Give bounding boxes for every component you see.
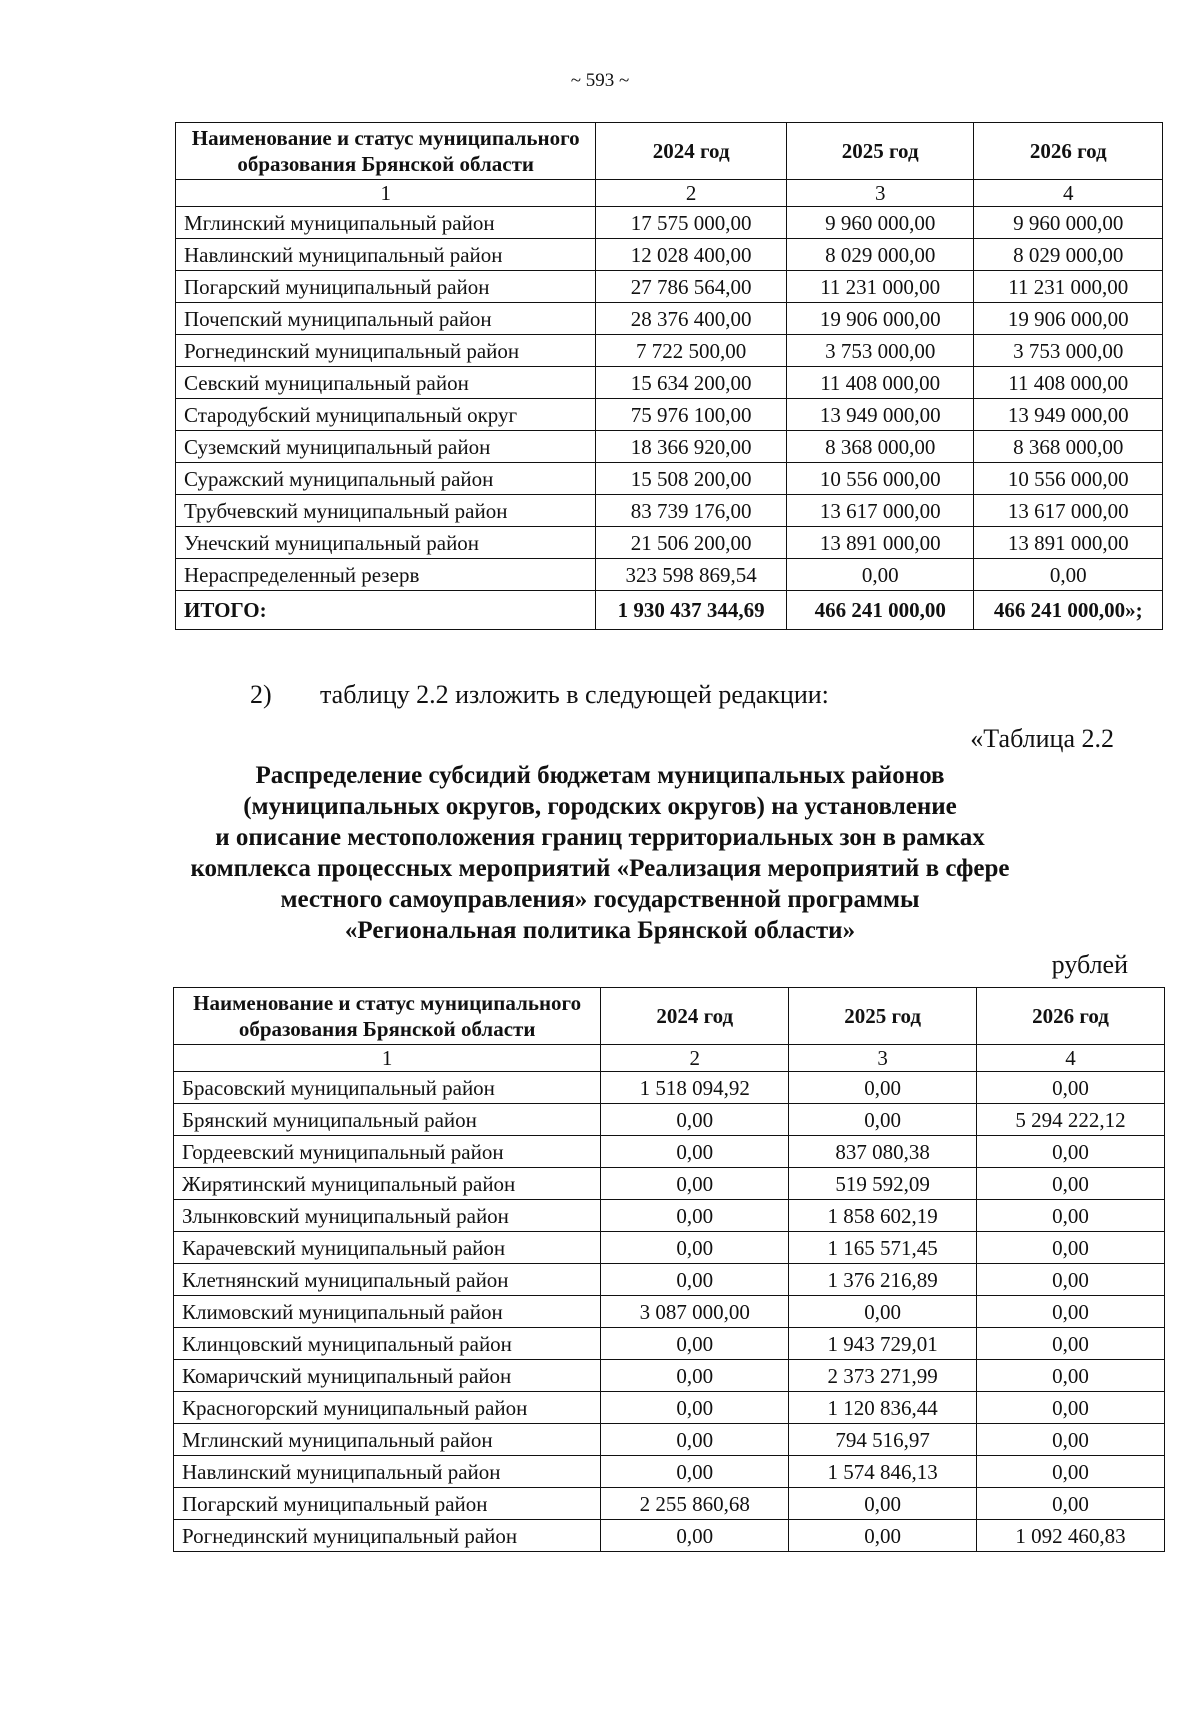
- amount-cell: 18 366 920,00: [596, 431, 787, 463]
- table-row: [176, 207, 1163, 239]
- column-index: 2: [596, 180, 787, 207]
- subsidy-table-2-2: [173, 987, 1165, 1552]
- municipality-name: Клинцовский муниципальный район: [174, 1328, 601, 1360]
- amount-cell: 9 960 000,00: [786, 207, 973, 239]
- table-row: [174, 1520, 1165, 1552]
- municipality-name: Климовский муниципальный район: [174, 1296, 601, 1328]
- column-index: 4: [974, 180, 1163, 207]
- amount-cell: 0,00: [786, 559, 973, 591]
- municipality-name: Карачевский муниципальный район: [174, 1232, 601, 1264]
- municipality-name: Брасовский муниципальный район: [174, 1072, 601, 1104]
- amount-cell: 3 087 000,00: [601, 1296, 789, 1328]
- closing-quote: »;: [1125, 598, 1143, 622]
- municipality-name: Суземский муниципальный район: [176, 431, 596, 463]
- amount-cell: 0,00: [977, 1488, 1165, 1520]
- table-row: [176, 527, 1163, 559]
- municipality-name: Навлинский муниципальный район: [176, 239, 596, 271]
- table-row: [176, 463, 1163, 495]
- table-row: [176, 495, 1163, 527]
- column-index-row: [174, 1045, 1165, 1072]
- amount-cell: 0,00: [977, 1072, 1165, 1104]
- amount-cell: 0,00: [977, 1424, 1165, 1456]
- table-row: [176, 335, 1163, 367]
- amount-cell: 0,00: [601, 1200, 789, 1232]
- amendment-instruction: [250, 680, 829, 710]
- amount-cell: 8 368 000,00: [974, 431, 1163, 463]
- amount-cell: 9 960 000,00: [974, 207, 1163, 239]
- amount-cell: 13 617 000,00: [786, 495, 973, 527]
- amount-cell: 7 722 500,00: [596, 335, 787, 367]
- amount-cell: 1 376 216,89: [789, 1264, 977, 1296]
- amount-cell: 794 516,97: [789, 1424, 977, 1456]
- amount-cell: 0,00: [601, 1520, 789, 1552]
- header-municipality: Наименование и статус муниципального образования Брянской области: [174, 988, 601, 1045]
- table-row: [174, 1136, 1165, 1168]
- amount-cell: 8 029 000,00: [786, 239, 973, 271]
- amount-cell: 0,00: [977, 1136, 1165, 1168]
- table-title: [100, 760, 1100, 946]
- title-line: и описание местоположения границ территориальных зон в рамках: [215, 824, 985, 851]
- amount-cell: 19 906 000,00: [974, 303, 1163, 335]
- amount-cell: 0,00: [789, 1296, 977, 1328]
- amount-cell: 1 858 602,19: [789, 1200, 977, 1232]
- table-row: [176, 399, 1163, 431]
- header-2025: 2025 год: [789, 988, 977, 1045]
- column-index-row: [176, 180, 1163, 207]
- column-index: 2: [601, 1045, 789, 1072]
- column-index: 1: [176, 180, 596, 207]
- amount-cell: 0,00: [977, 1456, 1165, 1488]
- amount-cell: 0,00: [977, 1264, 1165, 1296]
- amount-cell: 83 739 176,00: [596, 495, 787, 527]
- amount-cell: 0,00: [601, 1104, 789, 1136]
- municipality-name: Почепский муниципальный район: [176, 303, 596, 335]
- amount-cell: 0,00: [789, 1072, 977, 1104]
- header-municipality: Наименование и статус муниципального образования Брянской области: [176, 123, 596, 180]
- table-row: [174, 1360, 1165, 1392]
- amount-cell: 13 949 000,00: [974, 399, 1163, 431]
- instruction-text: таблицу 2.2 изложить в следующей редакции:: [320, 680, 829, 709]
- amount-cell: 1 165 571,45: [789, 1232, 977, 1264]
- amount-cell: 19 906 000,00: [786, 303, 973, 335]
- amount-cell: 11 231 000,00: [974, 271, 1163, 303]
- table-header-row: [174, 988, 1165, 1045]
- instruction-number: 2): [250, 680, 272, 709]
- title-line: «Региональная политика Брянской области»: [344, 917, 856, 944]
- column-index: 4: [977, 1045, 1165, 1072]
- table-row: [174, 1168, 1165, 1200]
- table-row: [174, 1232, 1165, 1264]
- amount-cell: 3 753 000,00: [786, 335, 973, 367]
- header-2025: 2025 год: [786, 123, 973, 180]
- table-row: [176, 271, 1163, 303]
- amount-cell: 10 556 000,00: [786, 463, 973, 495]
- amount-cell: 2 373 271,99: [789, 1360, 977, 1392]
- amount-cell: 0,00: [977, 1200, 1165, 1232]
- total-row: [176, 591, 1163, 630]
- amount-cell: 0,00: [977, 1392, 1165, 1424]
- table-row: [176, 303, 1163, 335]
- amount-cell: 0,00: [789, 1104, 977, 1136]
- header-2024: 2024 год: [601, 988, 789, 1045]
- amount-cell: 11 231 000,00: [786, 271, 973, 303]
- amount-cell: 0,00: [601, 1232, 789, 1264]
- municipality-name: Комаричский муниципальный район: [174, 1360, 601, 1392]
- amount-cell: 27 786 564,00: [596, 271, 787, 303]
- municipality-name: Клетнянский муниципальный район: [174, 1264, 601, 1296]
- table-row: [174, 1104, 1165, 1136]
- municipality-name: Жирятинский муниципальный район: [174, 1168, 601, 1200]
- amount-cell: 21 506 200,00: [596, 527, 787, 559]
- table-row: [174, 1488, 1165, 1520]
- municipality-name: Севский муниципальный район: [176, 367, 596, 399]
- amount-cell: 0,00: [977, 1232, 1165, 1264]
- title-line: Распределение субсидий бюджетам муниципальных районов: [255, 762, 945, 789]
- title-line: (муниципальных округов, городских округов) на установление: [243, 793, 957, 820]
- subsidy-table-continued: [175, 122, 1163, 630]
- total-2024: 1 930 437 344,69: [596, 591, 787, 630]
- amount-cell: 0,00: [977, 1296, 1165, 1328]
- column-index: 1: [174, 1045, 601, 1072]
- municipality-name: Нераспределенный резерв: [176, 559, 596, 591]
- table-body: [174, 1045, 1165, 1552]
- table-row: [174, 1328, 1165, 1360]
- amount-cell: 0,00: [601, 1264, 789, 1296]
- units-label: рублей: [1051, 950, 1128, 979]
- table-row: [174, 1456, 1165, 1488]
- amount-cell: 11 408 000,00: [974, 367, 1163, 399]
- amount-cell: 28 376 400,00: [596, 303, 787, 335]
- municipality-name: Рогнединский муниципальный район: [176, 335, 596, 367]
- municipality-name: Трубчевский муниципальный район: [176, 495, 596, 527]
- title-line: местного самоуправления» государственной программы: [280, 886, 920, 913]
- amount-cell: 12 028 400,00: [596, 239, 787, 271]
- amount-cell: 0,00: [977, 1328, 1165, 1360]
- municipality-name: Гордеевский муниципальный район: [174, 1136, 601, 1168]
- amount-cell: 1 574 846,13: [789, 1456, 977, 1488]
- municipality-name: Рогнединский муниципальный район: [174, 1520, 601, 1552]
- amount-cell: 0,00: [977, 1168, 1165, 1200]
- amount-cell: 0,00: [601, 1360, 789, 1392]
- table-header-row: [176, 123, 1163, 180]
- total-label: ИТОГО:: [176, 591, 596, 630]
- total-2026: 466 241 000,00: [993, 598, 1126, 622]
- municipality-name: Стародубский муниципальный округ: [176, 399, 596, 431]
- table-row: [176, 239, 1163, 271]
- amount-cell: 11 408 000,00: [786, 367, 973, 399]
- amount-cell: 75 976 100,00: [596, 399, 787, 431]
- municipality-name: Мглинский муниципальный район: [176, 207, 596, 239]
- municipality-name: Мглинский муниципальный район: [174, 1424, 601, 1456]
- amount-cell: 0,00: [789, 1520, 977, 1552]
- amount-cell: 10 556 000,00: [974, 463, 1163, 495]
- table-row: [174, 1264, 1165, 1296]
- amount-cell: 1 518 094,92: [601, 1072, 789, 1104]
- table-row: [174, 1392, 1165, 1424]
- municipality-name: Брянский муниципальный район: [174, 1104, 601, 1136]
- amount-cell: 0,00: [601, 1424, 789, 1456]
- amount-cell: 8 368 000,00: [786, 431, 973, 463]
- table-row: [176, 559, 1163, 591]
- table-row: [174, 1424, 1165, 1456]
- amount-cell: 1 092 460,83: [977, 1520, 1165, 1552]
- table-body: [176, 180, 1163, 591]
- page-number: ~ 593 ~: [570, 70, 630, 91]
- amount-cell: 323 598 869,54: [596, 559, 787, 591]
- total-2026-cell: [974, 591, 1163, 630]
- total-2025: 466 241 000,00: [786, 591, 973, 630]
- amount-cell: 837 080,38: [789, 1136, 977, 1168]
- amount-cell: 0,00: [789, 1488, 977, 1520]
- amount-cell: 5 294 222,12: [977, 1104, 1165, 1136]
- table-row: [176, 367, 1163, 399]
- municipality-name: Погарский муниципальный район: [176, 271, 596, 303]
- table-row: [174, 1296, 1165, 1328]
- amount-cell: 15 634 200,00: [596, 367, 787, 399]
- amount-cell: 0,00: [601, 1328, 789, 1360]
- table-row: [174, 1072, 1165, 1104]
- amount-cell: 1 943 729,01: [789, 1328, 977, 1360]
- amount-cell: 13 891 000,00: [974, 527, 1163, 559]
- amount-cell: 519 592,09: [789, 1168, 977, 1200]
- municipality-name: Погарский муниципальный район: [174, 1488, 601, 1520]
- header-2026: 2026 год: [977, 988, 1165, 1045]
- amount-cell: 0,00: [977, 1360, 1165, 1392]
- amount-cell: 0,00: [601, 1392, 789, 1424]
- amount-cell: 1 120 836,44: [789, 1392, 977, 1424]
- municipality-name: Навлинский муниципальный район: [174, 1456, 601, 1488]
- amount-cell: 0,00: [974, 559, 1163, 591]
- amount-cell: 3 753 000,00: [974, 335, 1163, 367]
- amount-cell: 0,00: [601, 1456, 789, 1488]
- table-reference: «Таблица 2.2: [970, 724, 1114, 753]
- municipality-name: Унечский муниципальный район: [176, 527, 596, 559]
- header-2024: 2024 год: [596, 123, 787, 180]
- amount-cell: 13 949 000,00: [786, 399, 973, 431]
- title-line: комплекса процессных мероприятий «Реализация мероприятий в сфере: [190, 855, 1010, 882]
- amount-cell: 8 029 000,00: [974, 239, 1163, 271]
- amount-cell: 13 617 000,00: [974, 495, 1163, 527]
- amount-cell: 15 508 200,00: [596, 463, 787, 495]
- table-row: [176, 431, 1163, 463]
- header-2026: 2026 год: [974, 123, 1163, 180]
- column-index: 3: [789, 1045, 977, 1072]
- municipality-name: Красногорский муниципальный район: [174, 1392, 601, 1424]
- amount-cell: 0,00: [601, 1136, 789, 1168]
- amount-cell: 0,00: [601, 1168, 789, 1200]
- column-index: 3: [786, 180, 973, 207]
- municipality-name: Злынковский муниципальный район: [174, 1200, 601, 1232]
- amount-cell: 2 255 860,68: [601, 1488, 789, 1520]
- table-row: [174, 1200, 1165, 1232]
- amount-cell: 17 575 000,00: [596, 207, 787, 239]
- amount-cell: 13 891 000,00: [786, 527, 973, 559]
- municipality-name: Суражский муниципальный район: [176, 463, 596, 495]
